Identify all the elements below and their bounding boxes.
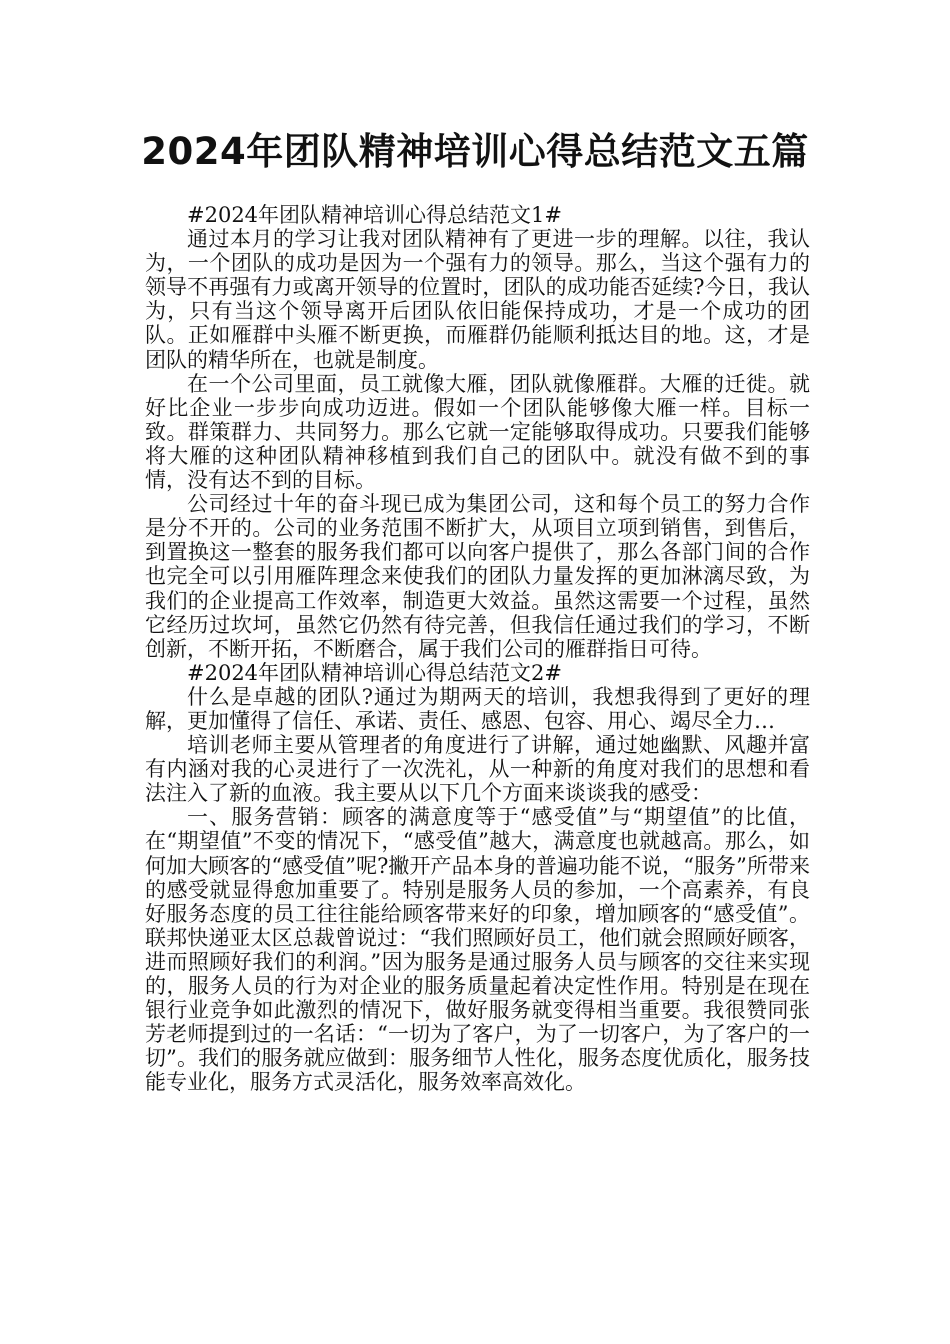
paragraph: 公司经过十年的奋斗现已成为集团公司，这和每个员工的努力合作是分不开的。公司的业务范围不断扩大，从项目立项到销售，到售后，到置换这一整套的服务我们都可以向客户提供了，那么各部门间的合作也完全可以引用雁阵理念来使我们的团队力量发挥的更加淋漓尽致，为我们的企业提高工作效率，制造更大效益。虽然这需要一个过程，虽然它经历过坎坷，虽然它仍然有待完善，但我信任通过我们的学习，不断创新，不断开拓，不断磨合，属于我们公司的雁群指日可待。 — [145, 492, 810, 661]
document-title: 2024年团队精神培训心得总结范文五篇 — [141, 130, 809, 173]
paragraph: 通过本月的学习让我对团队精神有了更进一步的理解。以往，我认为，一个团队的成功是因为一个强有力的领导。那么，当这个强有力的领导不再强有力或离开领导的位置时，团队的成功能否延续?今日，我认为，只有当这个领导离开后团队依旧能保持成功，才是一个成功的团队。正如雁群中头雁不断更换，而雁群仍能顺利抵达目的地。这，才是团队的精华所在，也就是制度。 — [145, 227, 810, 372]
paragraph: 什么是卓越的团队?通过为期两天的培训，我想我得到了更好的理解，更加懂得了信任、承诺、责任、感恩、包容、用心、竭尽全力… — [145, 684, 810, 733]
document-body — [145, 203, 810, 1094]
paragraph: 在一个公司里面，员工就像大雁，团队就像雁群。大雁的迁徙。就好比企业一步步向成功迈进。假如一个团队能够像大雁一样。目标一致。群策群力、共同努力。那么它就一定能够取得成功。只要我们能够将大雁的这种团队精神移植到我们自己的团队中。就没有做不到的事情，没有达不到的目标。 — [145, 371, 810, 493]
paragraph: 培训老师主要从管理者的角度进行了讲解，通过她幽默、风趣并富有内涵对我的心灵进行了一次洗礼，从一种新的角度对我们的思想和看法注入了新的血液。我主要从以下几个方面来谈谈我的感受： — [145, 733, 810, 806]
paragraph: 一、服务营销：顾客的满意度等于“感受值”与“期望值”的比值，在“期望值”不变的情况下，“感受值”越大，满意度也就越高。那么，如何加大顾客的“感受值”呢?撇开产品本身的普遍功能不说，“服务”所带来的感受就显得愈加重要了。特别是服务人员的参加，一个高素养，有良好服务态度的员工往往能给顾客带来好的印象，增加顾客的“感受值”。联邦快递亚太区总裁曾说过：“我们照顾好员工，他们就会照顾好顾客，进而照顾好我们的利润。”因为服务是通过服务人员与顾客的交往来实现的，服务人员的行为对企业的服务质量起着决定性作用。特别是在现在银行业竞争如此激烈的情况下，做好服务就变得相当重要。我很赞同张芳老师提到过的一名话：“一切为了客户，为了一切客户，为了客户的一切”。我们的服务就应做到：服务细节人性化，服务态度优质化，服务技能专业化，服务方式灵活化，服务效率高效化。 — [145, 805, 810, 1095]
section-heading-1: #2024年团队精神培训心得总结范文1# — [187, 203, 562, 227]
section-heading-2: #2024年团队精神培训心得总结范文2# — [187, 660, 562, 685]
